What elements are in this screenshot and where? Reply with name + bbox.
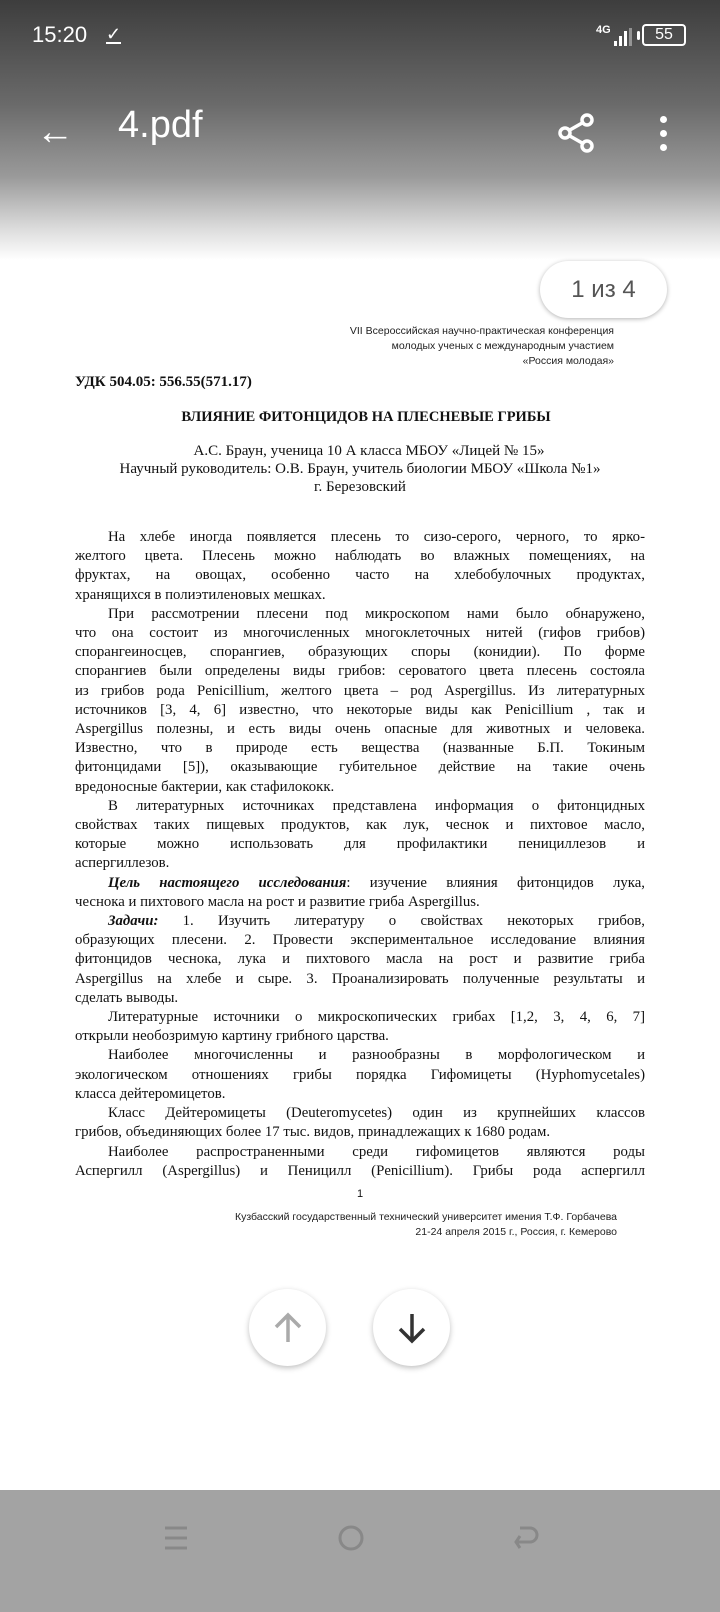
battery-icon: 55 [642,24,686,46]
page-footer [235,1210,617,1240]
document-title: 4.pdf [118,104,203,146]
text-line [75,1085,645,1104]
line-text: из грибов рода Penicillium, желтого цвета – род Aspergillus. Из литературных [75,682,645,699]
home-icon[interactable] [337,1524,365,1557]
line-text: фитонцидами [5]), оказывающие губительное действие на такие очень [75,759,645,776]
next-page-button[interactable] [373,1289,450,1366]
line-text: класса дейтеромицетов. [75,1085,226,1102]
text-line [75,1066,645,1085]
text-line [75,624,645,643]
line-text: Аспергилл (Aspergillus) и Пеницилл (Penicillium). Грибы рода аспергилл [75,1162,645,1179]
text-line [75,643,645,662]
line-text: образующих плесени. 2. Провести экспериментальное исследование влияния [75,932,645,949]
text-line [75,854,645,873]
text-line [75,682,645,701]
line-text: чеснока и пихтового масла на рост и развитие гриба Aspergillus. [75,893,480,910]
line-text: Наиболее распространенными среди гифомицетов являются роды [108,1143,645,1160]
line-text: фитонцидов чеснока, лука и пихтового масла на рост и развитие гриба [75,951,645,968]
text-line [75,816,645,835]
text-line [75,989,645,1008]
status-time: 15:20 [32,22,88,47]
line-text: При рассмотрении плесени под микроскопом нами было обнаружено, [108,605,645,622]
app-bar [0,0,720,260]
line-text: 1. Изучить литературу о свойствах некоторых грибов, [158,913,645,930]
line-text: На хлебе иногда появляется плесень то сизо-серого, черного, то ярко- [108,529,645,545]
line-text: Aspergillus на хлебе и сыре. 3. Проанализировать полученные результаты и [75,970,645,987]
share-icon[interactable] [556,112,596,159]
line-text: источников [3, 4, 6] известно, что некоторые виды как Penicillium , так и [75,701,645,718]
text-line [75,778,645,797]
line-text: спорангиев были определены виды грибов: сероватого цвета плесень состояла [75,663,645,680]
download-done-icon: ✓ [106,24,122,44]
text-line [75,605,645,624]
text-line [75,950,645,969]
arrow-down-icon [395,1311,429,1345]
line-text: В литературных источниках представлена информация о фитонцидных [108,797,645,814]
line-text: Aspergillus полезны, и есть виды очень опасные для животных и человека. [75,721,645,738]
arrow-up-icon [271,1311,305,1345]
author-line: г. Березовский [314,479,406,495]
author-line: А.С. Браун, ученица 10 А класса МБОУ «Лицей № 15» [193,443,545,459]
recent-apps-icon[interactable] [163,1524,189,1557]
footer-line: Кузбасский государственный технический университет имения Т.Ф. Горбачева [234,1211,617,1223]
text-line [75,566,645,585]
emphasis-label: Задачи: [108,913,159,930]
authors [75,442,645,496]
previous-page-button[interactable] [249,1289,326,1366]
text-line [75,1046,645,1065]
line-text: грибов, объединяющих более 17 тыс. видов, принадлежащих к 1680 родам. [75,1124,551,1141]
line-text: спорангеиносцев, спорангиев, образующих споры (конидии). По форме [75,644,645,661]
line-text: открыли необозримую картину грибного царства. [75,1028,389,1045]
line-text: желтого цвета. Плесень можно наблюдать во влажных помещениях, на [75,548,645,565]
text-line [75,1162,645,1181]
footer-line: 21-24 апреля 2015 г., Россия, г. Кемерово [415,1226,617,1238]
line-text: которые можно использовать для профилактики пенициллезов и [75,836,645,853]
line-text: Класс Дейтеромицеты (Deuteromycetes) один из крупнейших классов [108,1105,645,1122]
text-line [75,835,645,854]
article-heading: ВЛИЯНИЕ ФИТОНЦИДОВ НА ПЛЕСНЕВЫЕ ГРИБЫ [181,409,551,425]
text-line [75,874,645,893]
line-text: Литературные источники о микроскопических грибах [1,2, 3, 4, 6, 7] [108,1009,645,1026]
text-line [75,1123,645,1142]
navigation-bar [0,1490,720,1612]
text-line [75,1104,645,1123]
conference-line: молодых ученых с международным участием [391,340,614,352]
text-line [75,1027,645,1046]
text-line [75,970,645,989]
text-line [75,739,645,758]
text-line [75,701,645,720]
text-line [75,797,645,816]
more-options-icon[interactable] [660,116,668,158]
back-arrow-icon[interactable]: ← [36,111,74,153]
text-line [75,893,645,912]
page-indicator: 1 из 4 [540,261,667,318]
text-line [75,547,645,566]
text-line [75,758,645,777]
text-line [75,912,645,931]
conference-line: VII Всероссийская научно-практическая конференция [349,325,614,337]
line-text: аспергиллезов. [75,855,170,872]
text-line [75,720,645,739]
page-number: 1 [356,1188,364,1200]
emphasis-label: Цель настоящего исследования [108,874,347,891]
udk-code: УДК 504.05: 556.55(571.17) [75,374,252,390]
text-line [75,662,645,681]
conference-header [350,324,614,369]
text-line [75,931,645,950]
line-text: сделать выводы. [75,989,179,1006]
line-text: : изучение влияния фитонцидов лука, [346,874,645,891]
line-text: Наиболее многочисленны и разнообразны в морфологическом и [108,1047,645,1064]
line-text: хранящихся в полиэтиленовых мешках. [75,586,326,603]
conference-line: «Россия молодая» [522,355,614,367]
text-line [75,528,645,547]
line-text: вредоносные бактерии, как стафилококк. [75,778,335,795]
text-line [75,586,645,605]
signal-icon [614,28,632,46]
text-line [75,1143,645,1162]
line-text: свойствах таких пищевых продуктов, как лук, чеснок и пихтовое масло, [75,817,645,834]
author-line: Научный руководитель: О.В. Браун, учитель биологии МБОУ «Школа №1» [119,461,601,477]
line-text: экологическом отношениях грибы порядка Гифомицеты (Hyphomycetales) [75,1066,645,1083]
line-text: что она состоит из многочисленных многоклеточных нитей (гифов грибов) [75,625,645,642]
line-text: фруктах, на овощах, особенно часто на хлебобулочных продуктах, [75,567,645,584]
network-type: 4G [596,24,611,36]
back-nav-icon[interactable] [512,1524,540,1557]
text-line [75,1008,645,1027]
article-body [75,528,645,1181]
line-text: Известно, что в природе есть вещества (названные Б.П. Токиным [75,740,645,757]
